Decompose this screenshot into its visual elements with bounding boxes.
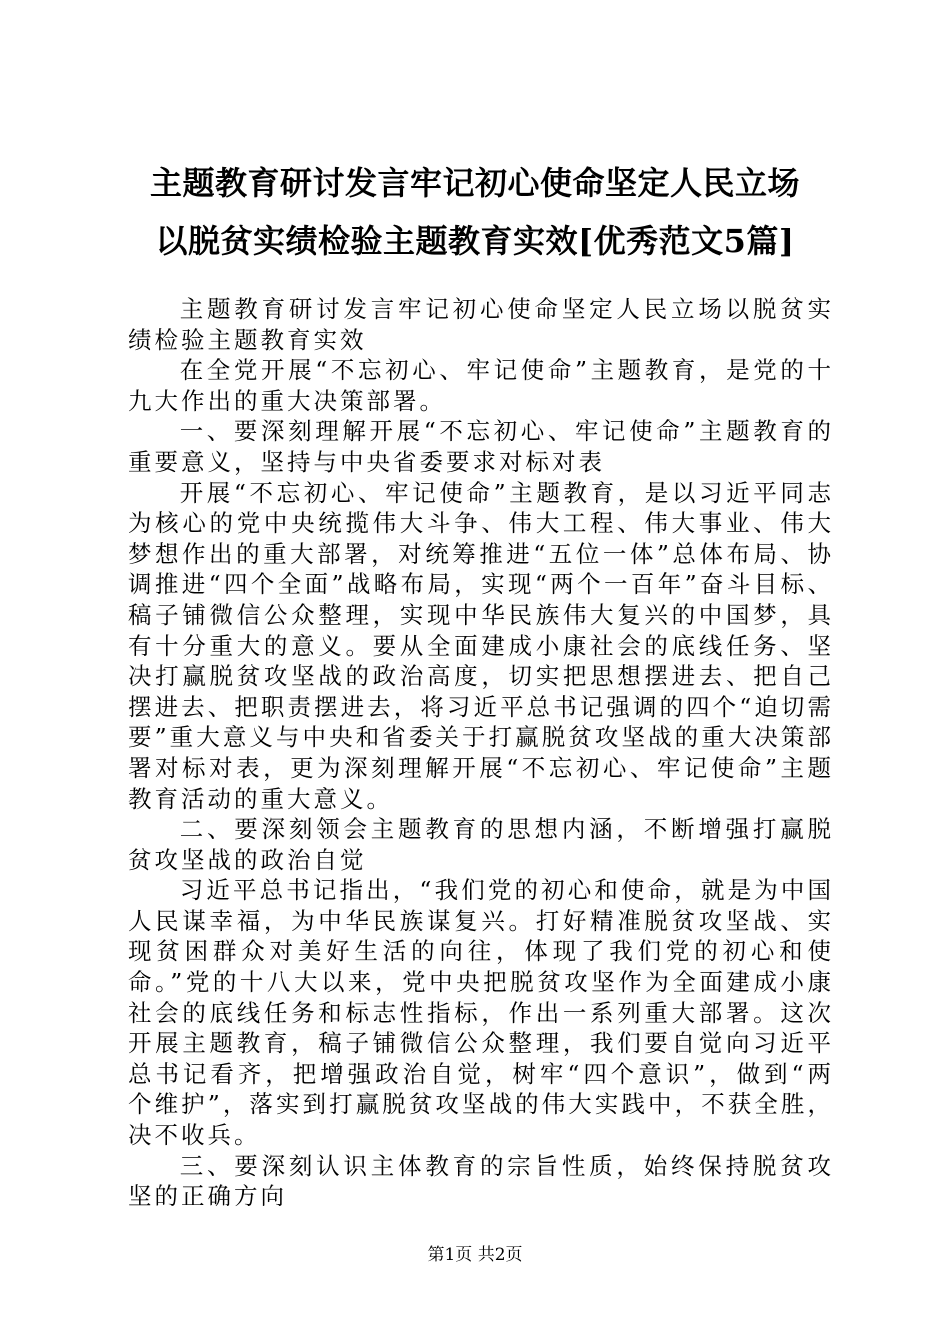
document-title-line-2: 以脱贫实绩检验主题教育实效[优秀范文5篇] xyxy=(155,222,795,260)
paragraph-section-1: 开展“不忘初心、牢记使命”主题教育，是以习近平同志为核心的党中央统揽伟大斗争、伟大工程、伟大事业、伟大梦想作出的重大部署，对统筹推进“五位一体”总体布局、协调推进“四个全面”战略布局，实现“两个一百年”奋斗目标、稿子铺微信公众整理，实现中华民族伟大复兴的中国梦，具有十分重大的意义。要从全面建成小康社会的底线任务、坚决打赢脱贫攻坚战的政治高度，切实把思想摆进去、把自己摆进去、把职责摆进去，将习近平总书记强调的四个“迫切需要”重大意义与中央和省委关于打赢脱贫攻坚战的重大决策部署对标对表，更为深刻理解开展“不忘初心、牢记使命”主题教育活动的重大意义。 xyxy=(128,478,834,813)
paragraph-intro: 在全党开展“不忘初心、牢记使命”主题教育，是党的十九大作出的重大决策部署。 xyxy=(128,356,834,415)
page-footer: 第1页 共2页 xyxy=(427,1245,523,1265)
section-heading-2: 二、要深刻领会主题教育的思想内涵，不断增强打赢脱贫攻坚战的政治自觉 xyxy=(128,815,834,874)
document-body xyxy=(128,294,834,1212)
section-heading-1: 一、要深刻理解开展“不忘初心、牢记使命”主题教育的重要意义，坚持与中央省委要求对标对表 xyxy=(128,417,834,476)
section-heading-3: 三、要深刻认识主体教育的宗旨性质，始终保持脱贫攻坚的正确方向 xyxy=(128,1151,834,1211)
paragraph-section-2: 习近平总书记指出，“我们党的初心和使命，就是为中国人民谋幸福，为中华民族谋复兴。打好精准脱贫攻坚战、实现贫困群众对美好生活的向往，体现了我们党的初心和使命。”党的十八大以来，党中央把脱贫攻坚作为全面建成小康社会的底线任务和标志性指标，作出一系列重大部署。这次开展主题教育，稿子铺微信公众整理，我们要自觉向习近平总书记看齐，把增强政治自觉，树牢“四个意识”，做到“两个维护”，落实到打赢脱贫攻坚战的伟大实践中，不获全胜，决不收兵。 xyxy=(128,876,834,1150)
document-title-line-1: 主题教育研讨发言牢记初心使命坚定人民立场 xyxy=(149,164,800,202)
paragraph-intro-title: 主题教育研讨发言牢记初心使命坚定人民立场以脱贫实绩检验主题教育实效 xyxy=(128,295,834,354)
